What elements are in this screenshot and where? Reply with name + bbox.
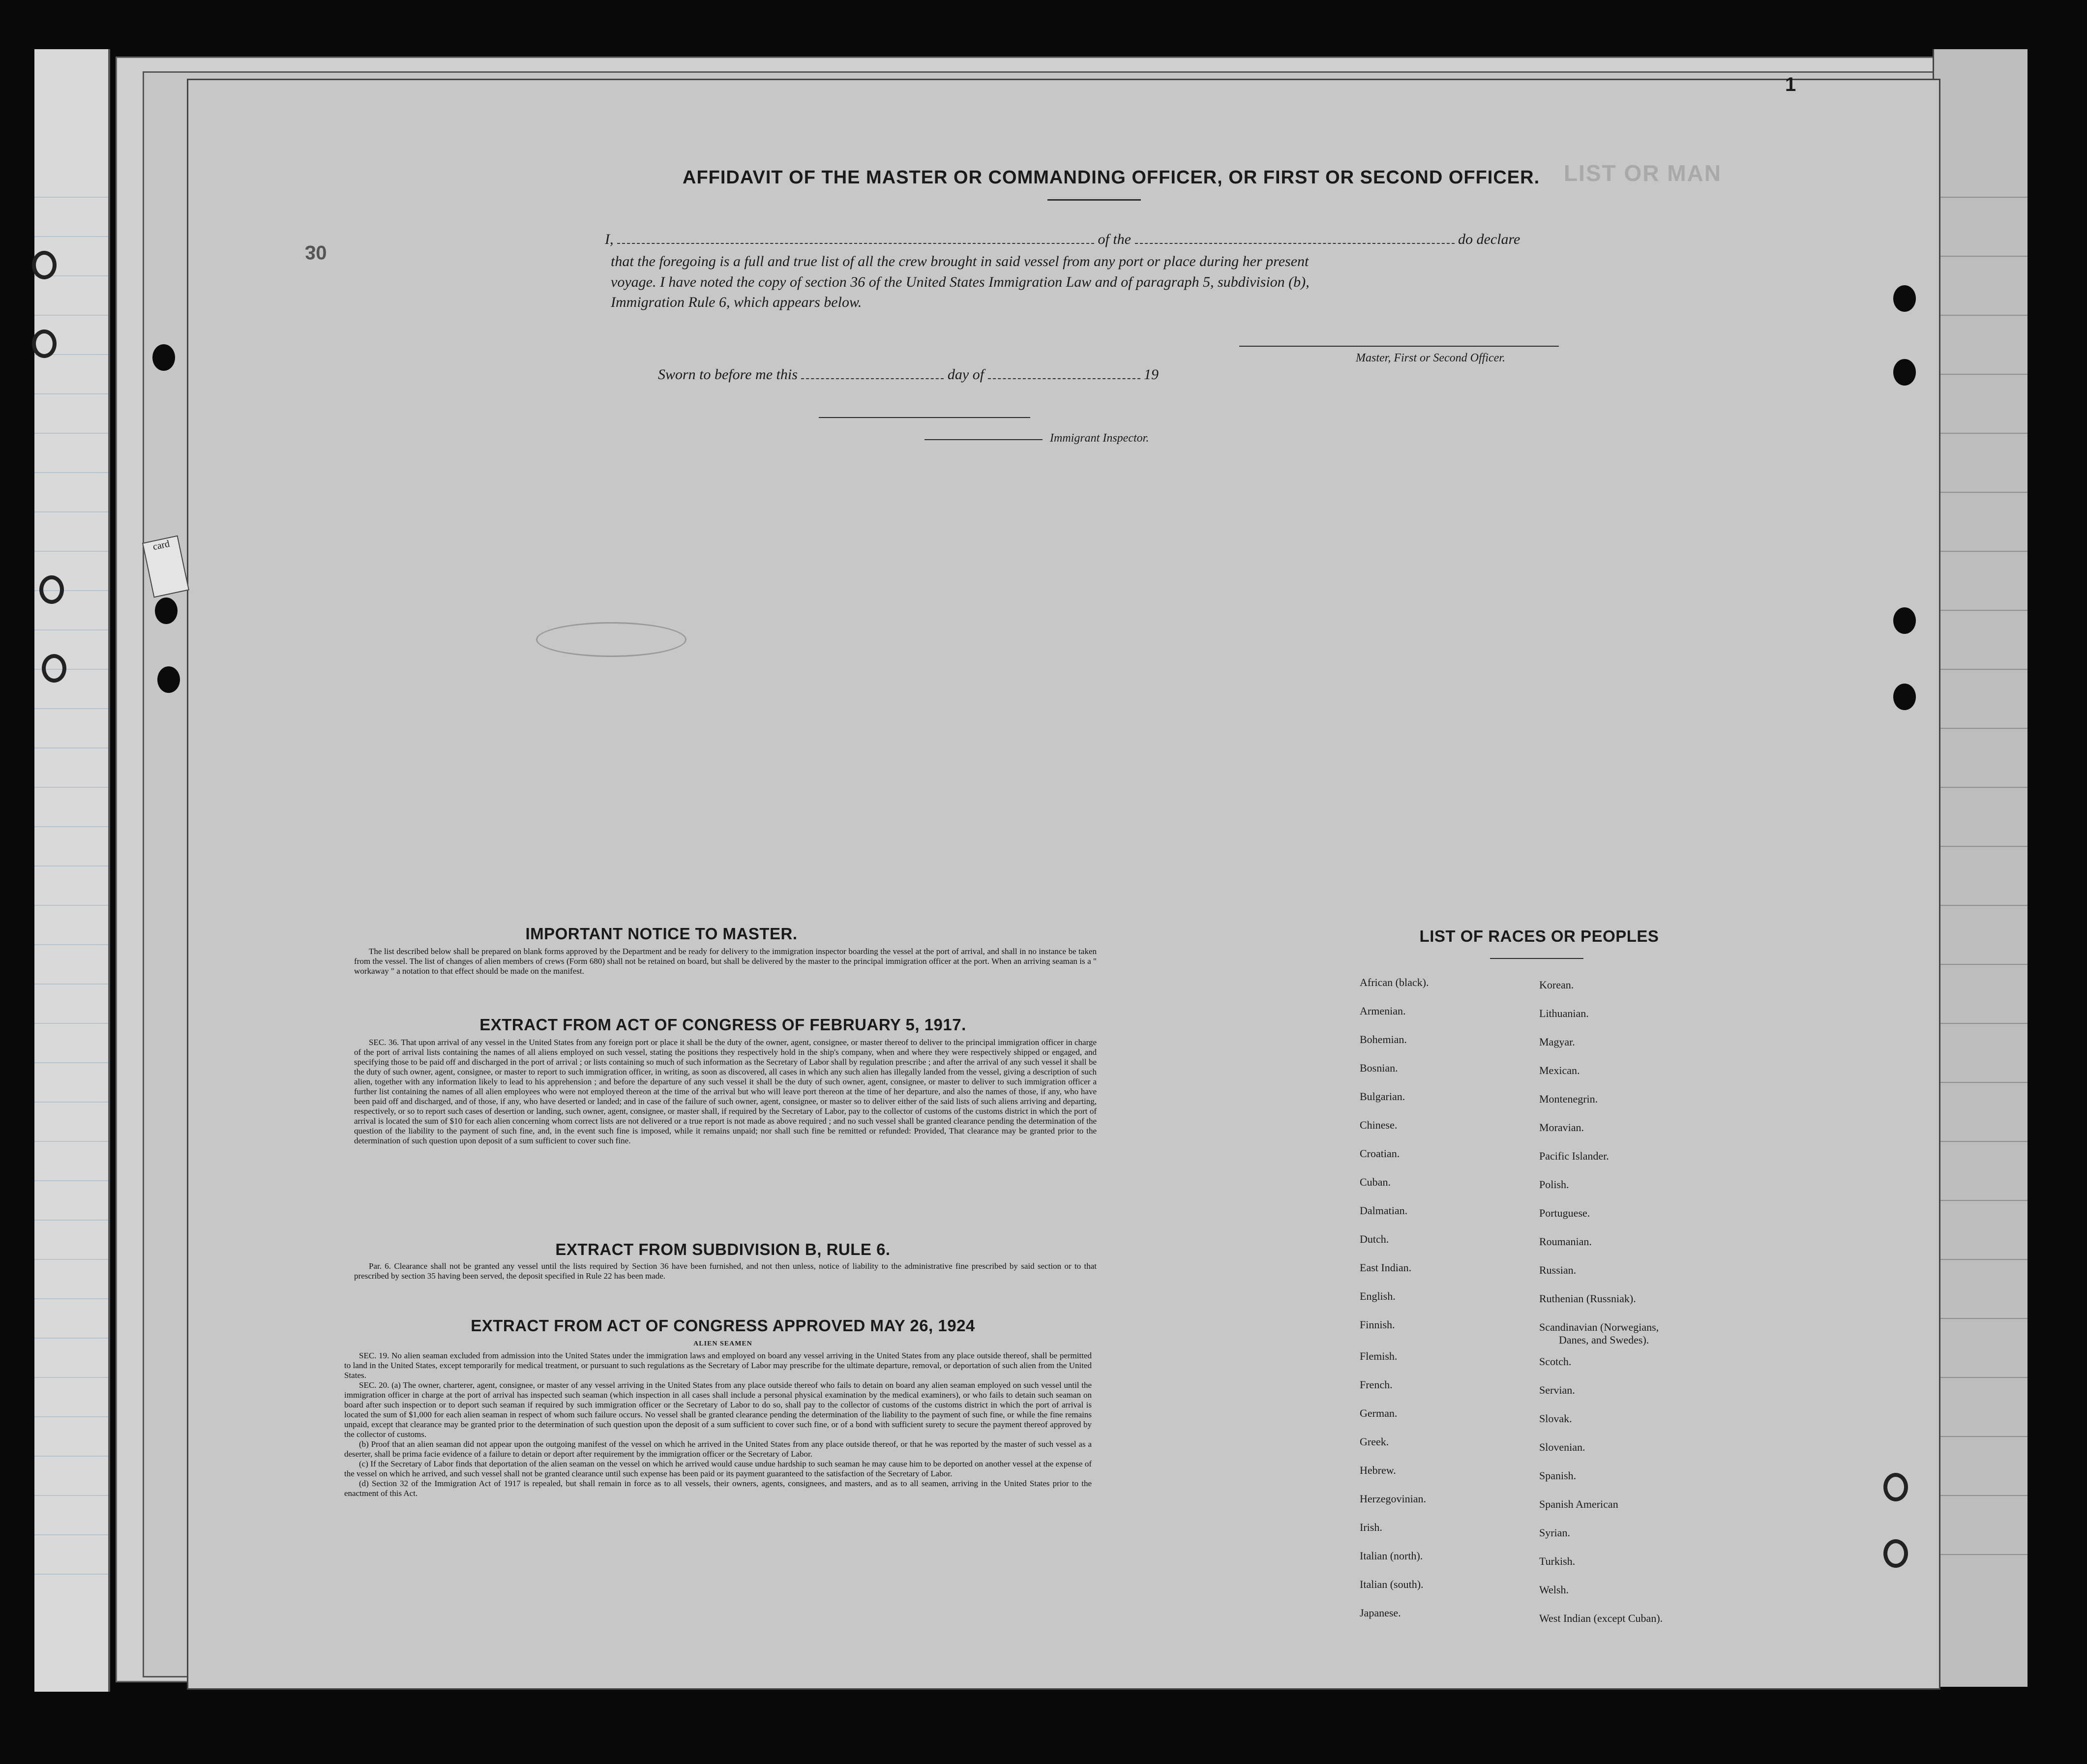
race-item: Croatian. [1360,1147,1400,1160]
left-margin-number: 30 [305,241,327,263]
binder-ring-hole [42,654,66,683]
race-item: Dutch. [1360,1233,1389,1245]
punch-hole [155,598,178,624]
race-item: Chinese. [1360,1119,1398,1131]
race-item: Portuguese. [1539,1207,1590,1219]
races-title-underline [1490,958,1583,959]
master-signature-label: Master, First or Second Officer. [1356,352,1505,364]
race-item: Mexican. [1539,1064,1580,1076]
extract-1924-sec20d: (d) Section 32 of the Immigration Act of 1917 is repealed, but shall remain in force as to all vessels, their owners, agents, consignees, and masters, and as to all seamen, arriving in the United States prior to the enactment of this Act. [344,1479,1092,1498]
race-item: Syrian. [1539,1526,1570,1539]
notice-paragraph: The list described below shall be prepared on blank forms approved by the Department and be ready for delivery to the immigration inspector boarding the vessel at the port of arrival, and shall in no instance be taken from the vessel. The list of changes of alien members of crews (Form 680) shall not be retained on board, but shall be delivered by the master to the principal immigration officer at the port. When an arriving seaman is a " workaway " a notation to that effect should be made on the manifest. [354,947,1097,976]
punch-hole [1893,607,1916,634]
sworn-year: 19 [1144,366,1159,383]
sworn-day-of: day of [947,366,984,383]
race-item: Italian (south). [1360,1578,1424,1590]
punch-hole [1893,359,1916,386]
sworn-prefix: Sworn to before me this [658,366,798,383]
race-item: Dalmatian. [1360,1204,1408,1217]
race-item: Slovak. [1539,1412,1572,1425]
page-number: 1 [1785,74,1796,95]
affidavit-do-declare: do declare [1458,231,1521,247]
race-item: Scandinavian (Norwegians, [1539,1321,1659,1333]
race-item: Irish. [1360,1521,1382,1533]
race-item: Montenegrin. [1539,1093,1598,1105]
race-item: Danes, and Swedes). [1559,1334,1649,1346]
extract-1917-title: EXTRACT FROM ACT OF CONGRESS OF FEBRUARY 5, 1917. [479,1016,966,1034]
race-item: Herzegovinian. [1360,1493,1426,1505]
affidavit-title: AFFIDAVIT OF THE MASTER OR COMMANDING OFFICER, OR FIRST OR SECOND OFFICER. [683,167,1540,188]
race-item: Hebrew. [1360,1464,1396,1476]
punch-hole-ring [1883,1473,1908,1501]
race-item: English. [1360,1290,1396,1302]
binder-ring-hole [32,329,57,358]
title-underline [1047,199,1141,201]
race-item: Russian. [1539,1264,1577,1276]
race-item: German. [1360,1407,1398,1419]
races-column-1 [1360,976,1547,1635]
race-item: Spanish. [1539,1469,1577,1482]
affidavit-i: I, [605,231,614,247]
race-item: Bohemian. [1360,1033,1407,1046]
sworn-date-blank [801,378,944,379]
race-item: French. [1360,1378,1393,1391]
faded-stamp [536,622,686,657]
race-item: Polish. [1539,1178,1569,1191]
inspector-line [924,439,1043,440]
race-item: Flemish. [1360,1350,1398,1362]
races-title: LIST OF RACES OR PEOPLES [1419,927,1659,945]
punch-hole [152,344,175,371]
race-item: African (black). [1360,976,1429,988]
race-item: Magyar. [1539,1036,1575,1048]
signature-line [1239,346,1559,347]
extract-1924-sec19: SEC. 19. No alien seaman excluded from admission into the United States under the immigration laws and employed on board any vessel arriving in the United States from any place outside thereof, shall be permitted to land in the United States, except temporarily for medical treatment, or pursuant to such regulations as the Secretary of Labor may prescribe for the ultimate departure, removal, or deportation of such alien from the United States. [344,1351,1092,1380]
race-item: Korean. [1539,979,1574,991]
extract-1924-sec20b: (b) Proof that an alien seaman did not appear upon the outgoing manifest of the vessel on which he arrived in the United States from any place outside thereof, or that he was reported by the master of such vessel as a deserter, shall be prima facie evidence of a failure to detain or deport after requirement by the immigration officer or the Secretary of Labor. [344,1439,1092,1459]
races-column-2 [1539,979,1746,1638]
notice-text [354,947,1097,976]
extract-rule6-paragraph: Par. 6. Clearance shall not be granted any vessel until the lists required by Section 36 have been furnished, and not then unless, notice of liability to the administrative fine prescribed by said section or to that prescribed by section 35 having been served, the deposit specified in Rule 22 has been made. [354,1261,1097,1281]
race-item: Pacific Islander. [1539,1150,1609,1162]
race-item: Scotch. [1539,1355,1572,1368]
race-item: Armenian. [1360,1005,1406,1017]
affidavit-of-the: of the [1098,231,1131,247]
vessel-name-blank [1135,243,1455,244]
race-item: Greek. [1360,1435,1389,1448]
race-item: Italian (north). [1360,1550,1423,1562]
race-item: Roumanian. [1539,1235,1592,1248]
race-item: Bosnian. [1360,1062,1398,1074]
inspector-label: Immigrant Inspector. [1050,432,1149,445]
race-item: Bulgarian. [1360,1090,1405,1103]
extract-1917-paragraph: SEC. 36. That upon arrival of any vessel in the United States from any foreign port or place it shall be the duty of the owner, agent, consignee, or master thereof to deliver to the principal immigration officer in charge of the port of arrival lists containing the names of all aliens employed on such vessel, stating the positions they respectively hold in the ship's company, when and where they were respectively shipped or engaged, and specifying those to be paid off and discharged in the port of arrival ; or lists containing so much of such information as the Secretary of Labor shall by regulation prescribe ; and after the arrival of any such vessel it shall be the duty of such owner, agent, consignee, or master to report to such immigration officer, in writing, as soon as discovered, all cases in which any such alien has illegally landed from the vessel, giving a description of such alien, together with any information likely to lead to his apprehension ; and before the departure of any such vessel it shall be the duty of such owner, agent, consignee, or master to deliver to such immigration officer a further list containing the names of all alien employees who were not employed thereon at the time of the arrival but who will leave port thereon at the time of her departure, and also the names of those, if any, who have been paid off and discharged, and of those, if any, who have deserted or landed; and in case of the failure of such owner, agent, consignee, or master so to deliver either of the said lists of such aliens arriving and departing, respectively, or so to report such cases of desertion or landing, such owner, agent, consignee, or master shall, if required by the Secretary of Labor, pay to the collector of customs of the customs district in which the port of arrival is located the sum of $10 for each alien concerning whom correct lists are not delivered or a true report is not made as above required ; and no such vessel shall be granted clearance pending the determination of the question of the liability to the payment of such fine, and, in the event such fine is imposed, while it remains unpaid; nor shall such fine be remitted or refunded: Provided, That clearance may be granted prior to the determination of such question upon deposit of a sum sufficient to cover such fine. [354,1038,1097,1145]
race-item: Servian. [1539,1384,1575,1396]
race-item: Turkish. [1539,1555,1576,1567]
affidavit-line2: that the foregoing is a full and true list of all the crew brought in said vessel from any port or place during her present [611,253,1309,269]
master-name-blank [617,243,1094,244]
underlying-manifest-edge [1933,49,2027,1687]
binder-ring-hole [39,575,64,604]
race-item: Welsh. [1539,1584,1569,1596]
extract-1924-sec20a: SEC. 20. (a) The owner, charterer, agent, consignee, or master of any vessel arriving in the United States from any place outside thereof who fails to detain on board any alien seaman employed on such vessel until the immigration officer in charge at the port of arrival has inspected such seaman (which inspection in all cases shall include a personal physical examination by the medical examiners), or who fails to detain such seaman on board after such inspection or to deport such seaman if required by such immigration officer or the Secretary of Labor to do so, shall pay to the collector of customs of the customs district in which the port of arrival is located the sum of $1,000 for each alien seaman in respect of whom such failure occurs. No vessel shall be granted clearance pending the determination of the liability to the payment of such fine, or while the fine remains unpaid, except that clearance may be granted prior to the determination of such question upon the deposit of a sum sufficient to cover such fine, or of a bond with sufficient surety to secure the payment thereof approved by the collector of customs. [344,1380,1092,1439]
race-item: Lithuanian. [1539,1007,1589,1019]
extract-rule6-title: EXTRACT FROM SUBDIVISION B, RULE 6. [555,1240,891,1258]
race-item: Japanese. [1360,1607,1401,1619]
sworn-month-blank [988,378,1140,379]
punch-hole [157,666,180,693]
binder-left-strip [34,49,110,1692]
binder-ring-hole [32,251,57,279]
extract-1917-text [354,1038,1097,1146]
sworn-line [658,366,1159,383]
extract-1924-title: EXTRACT FROM ACT OF CONGRESS APPROVED MAY 26, 1924 [471,1316,975,1335]
alien-seamen-subtitle: ALIEN SEAMEN [693,1340,752,1347]
race-item: Slovenian. [1539,1441,1585,1453]
notice-title: IMPORTANT NOTICE TO MASTER. [525,925,798,943]
inspector-line-upper [819,417,1030,418]
affidavit-line3: voyage. I have noted the copy of section 36 of the United States Immigration Law and of paragraph 5, subdivision (b), [611,274,1310,290]
race-item: Spanish American [1539,1498,1618,1510]
race-item: Cuban. [1360,1176,1391,1188]
affidavit-line4: Immigration Rule 6, which appears below. [611,294,862,310]
race-item: Moravian. [1539,1121,1584,1134]
punch-hole [1893,684,1916,710]
extract-rule6-text [354,1261,1097,1281]
punch-hole-ring [1883,1539,1908,1568]
punch-hole [1893,285,1916,312]
card-tab-label: card [151,538,171,553]
race-item: Ruthenian (Russniak). [1539,1292,1636,1305]
extract-1924-sec20c: (c) If the Secretary of Labor finds that deportation of the alien seaman on the vessel on which he arrived would cause undue hardship to such seaman he may cause him to be deported on another vessel at the expense of the vessel on which he arrived, and such vessel shall not be granted clearance until such expense has been paid or its payment guaranteed to the satisfaction of the Secretary of Labor. [344,1459,1092,1478]
bleed-through-heading: LIST OR MAN [1564,160,1722,186]
affidavit-line1 [605,231,1520,248]
extract-1924-text [344,1351,1092,1498]
race-item: East Indian. [1360,1261,1412,1274]
race-item: Finnish. [1360,1318,1395,1331]
race-item: West Indian (except Cuban). [1539,1612,1663,1624]
